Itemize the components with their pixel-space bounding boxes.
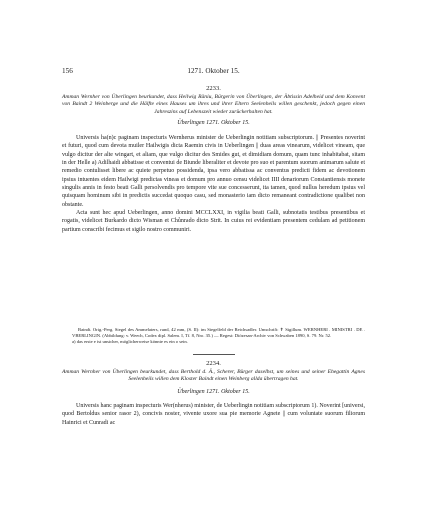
source-note: Baindt. Orig.-Perg. Siegel des Ammelaters, rund, 42 mm, (S. II): im Siegelfeld der Reichsadler. Umschrift: ✝ Sigillum. WERNHERI . MINISTRI . DE . VBERLINGIN. (Abbildung: v. Weech, Codex dipl. Salem. I, Tf. 8, Nro. 35.) — Regest: Diözesan-Archiv von Schwaben 1890, S. 79. Nr. 52. — [72, 327, 365, 338]
running-title: 1271. Oktober 15. — [187, 67, 240, 75]
document-number: 2234. — [206, 360, 221, 367]
document-regest: Amman Wernher von Überlingen beurkundet, dass Heilwig Räniu, Bürgerin von Überlingen, der Äbtissin Adelheid und dem Konvent von Baindt 2 Weinberge und die Hälfte eines Hauses um ihres und ihrer Eltern Seelenheils willen geschenkt, jedoch gegen einen Jahreszins auf Lebenszeit wieder zurückerhalten hat. — [62, 94, 365, 115]
section-divider — [193, 354, 235, 355]
document-regest: Amman Wernher von Überlingen beurkundet, dass Berthold d. Ä., Scherer, Bürger daselbst, um seines und seiner Ehegattin Agnes Seelenheils willen dem Kloster Baindt einen Weinberg allda übertragen hat. — [62, 369, 365, 383]
document-dateline: Überlingen 1271. Oktober 15. — [177, 120, 250, 126]
document-notes — [72, 327, 365, 345]
body-paragraph: Universis hanc paginam inspecturis Wer(nherus) minister, de Ueberlingin notitiam subscriptorum 1). Noverint [universi, quod Bertoldus senior rasor 2), concivis noster, vivente uxore sua pie memorie Agnete || cum voluntate suorum filiorum Hainrici et Cunradi ac — [62, 403, 365, 426]
document-body — [62, 134, 365, 234]
document-body — [62, 402, 365, 427]
footnote: a) das erste e ist unsicher, möglicherweise könnte es ein o sein. — [72, 338, 188, 344]
page-header — [62, 67, 365, 77]
body-paragraph: Universis ha(n)c paginam inspecturis Wernherus minister de Ueberlingin notitiam subscriptorum. || Presentes noverint et futuri, quod cum devota muiler Hailwigis dicta Raemin civis in Ueberlingen || duas areas vinearum, videlicet vineam, que vulgo dicitur der alte wingart, et aliam, que vulgo dicitur des Smides gut, et dimidiam domum, quam tunc inhabitabat, sitam in der Helle a) Adilhaidi abbatisse et conventui de Biunde liberaliter et devote pro suo et parentum suorum animarum salute et remedio contulisset libere ac quiete perpetuo possidenda, ipsa vero abbatissa ac conventus predicti fidem ac devotionem ipsius intuentes eidem Hailwigi predictas vineas et domum pro annuo censu videlicet IIII denariorum Constantiensis monete singulis annis in festo beati Galli persolvendis pro tempore vite sue concesserunt, ita tamen, quod nullus heredum ipsius vel quisquam hominum sibi in predictis succedat quoquo casu, sed monasterio iam dicto remaneant contradictione qualibet non obstante. — [62, 135, 365, 208]
body-paragraph: Acta sunt hec apud Ueberlingen, anno domini MCCLXXI, in vigilia beati Galli, subnotatis testibus presentibus et rogatis, videlicet Burkardo dicto Wisman et Chůnrado dicto Strit. In cuius rei evidentiam presentem cedulam ad petitionem partium conscribi fecimus et sigilo nostro communiri. — [62, 210, 365, 233]
document-number: 2233. — [206, 85, 221, 92]
document-dateline: Überlingen 1271. Oktober 15. — [177, 389, 250, 395]
page-number: 156 — [62, 67, 73, 75]
